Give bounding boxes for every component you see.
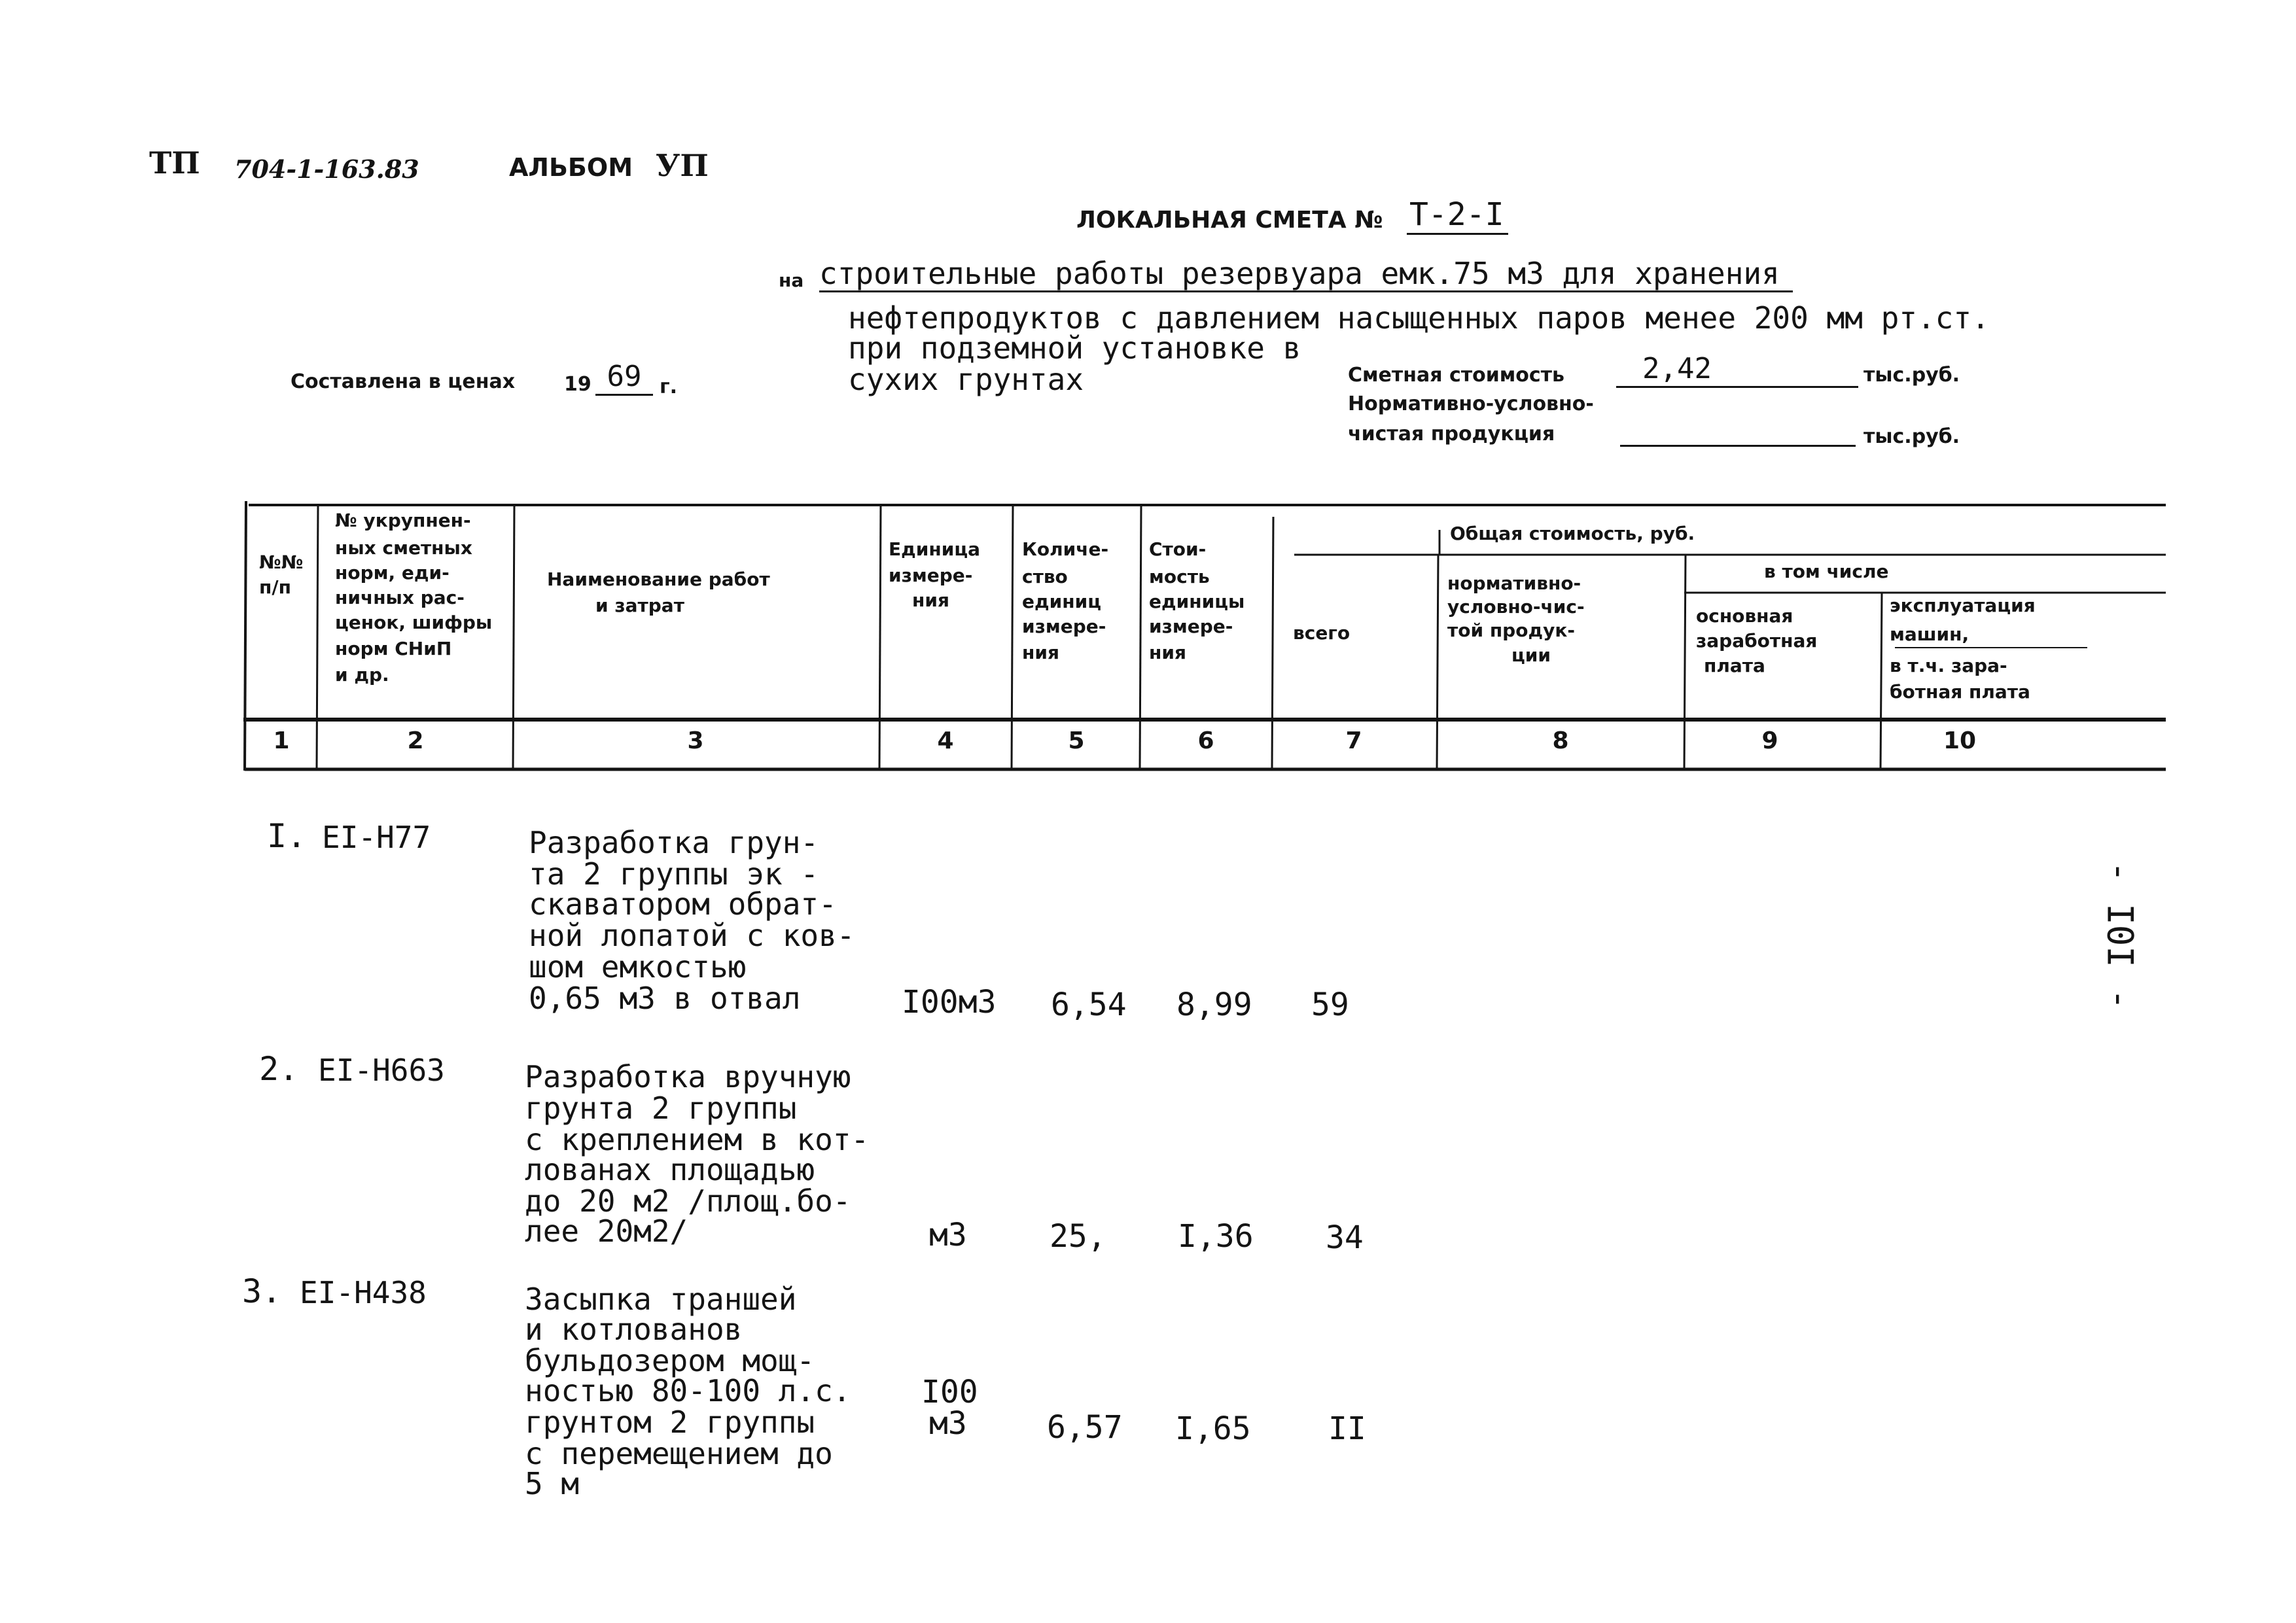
row-quantity: 25, [1050, 1218, 1106, 1255]
col-2-line-7: и др. [335, 664, 389, 686]
col-9-line-1: основная [1696, 605, 1793, 627]
estimate-title: ЛОКАЛЬНАЯ СМЕТА № [1076, 207, 1383, 234]
col-1-line-2: п/п [259, 576, 291, 598]
col-8-line-1: нормативно- [1447, 572, 1581, 594]
row-work-name-line: Засыпка траншей [525, 1282, 797, 1317]
col-6-line-3: единицы [1149, 591, 1245, 612]
col-4-line-3: ния [912, 589, 949, 611]
row-work-name-line: та 2 группы эк - [529, 856, 819, 892]
row-work-name-line: до 20 м2 /площ.бо- [525, 1183, 851, 1219]
row-unit-cost: I,65 [1175, 1410, 1251, 1447]
row-unit-cost: 8,99 [1176, 986, 1252, 1023]
col-number-7: 7 [1345, 727, 1362, 754]
row-number: 3. [242, 1272, 282, 1310]
prices-year-suffix: г. [660, 375, 678, 398]
row-work-name-line: шом емкостью [529, 949, 747, 985]
col-1-line-1: №№ [259, 551, 304, 573]
col-8-line-3: той продук- [1447, 620, 1575, 641]
row-norm-code: EI-H663 [318, 1053, 445, 1088]
col-6-line-1: Стои- [1149, 538, 1207, 560]
row-norm-code: EI-H438 [300, 1275, 427, 1310]
col-number-8: 8 [1552, 727, 1569, 754]
prices-year: 69 [595, 360, 653, 396]
album-number: УП [656, 148, 709, 183]
col-10-line-2: машин, [1890, 623, 1969, 645]
row-norm-code: EI-H77 [322, 820, 431, 855]
page-number [2094, 857, 2146, 1014]
page-number-text: - I0I - [2099, 861, 2141, 1010]
col-number-3: 3 [687, 727, 704, 754]
row-work-name-line: лованах площадью [525, 1152, 815, 1187]
row-total: 59 [1311, 986, 1349, 1023]
normative-production-label-2: чистая продукция [1348, 423, 1555, 445]
series-code: ТП [149, 145, 200, 181]
row-work-name-line: с креплением в кот- [525, 1122, 870, 1157]
col-5-line-2: ство [1022, 566, 1068, 587]
col-number-9: 9 [1761, 727, 1778, 754]
estimate-table-header [0, 0, 2296, 785]
col-9-line-2: заработная [1696, 630, 1818, 652]
row-work-name-line: и котлованов [525, 1312, 743, 1347]
col-4-line-2: измере- [889, 565, 973, 586]
estimate-subject-line-3: при подземной установке в [848, 330, 1301, 366]
row-total: 34 [1326, 1219, 1364, 1256]
row-unit-line-2: м3 [929, 1405, 967, 1442]
col-3-line-1: Наименование работ [547, 568, 770, 590]
row-unit: м3 [929, 1217, 967, 1253]
row-unit-line-1: I00 [921, 1374, 978, 1410]
col-10-line-1: эксплуатация [1890, 595, 2036, 616]
col-6-line-5: ния [1149, 642, 1186, 663]
col-8-line-4: ции [1511, 644, 1551, 666]
row-work-name-line: грунта 2 группы [525, 1091, 797, 1126]
row-work-name-line: бульдозером мощ- [525, 1343, 815, 1378]
col-5-line-4: измере- [1022, 616, 1106, 637]
prices-label: Составлена в ценах [291, 370, 516, 393]
col-2-line-6: норм СНиП [335, 638, 452, 659]
col-5-line-5: ния [1022, 642, 1059, 663]
col-number-1: 1 [273, 727, 290, 754]
col-10-line-3: в т.ч. зара- [1890, 655, 2007, 676]
group-total-cost: Общая стоимость, руб. [1450, 523, 1695, 544]
col-6-line-4: измере- [1149, 616, 1233, 637]
col-number-4: 4 [937, 727, 954, 754]
estimate-number: Т-2-I [1407, 196, 1508, 235]
col-7-header: всего [1293, 622, 1351, 644]
col-5-line-3: единиц [1022, 591, 1101, 612]
project-code: 704-1-163.83 [234, 154, 419, 184]
row-work-name-line: ной лопатой с ков- [529, 918, 855, 953]
col-2-line-4: ничных рас- [335, 587, 465, 608]
for-label: на [779, 270, 804, 291]
col-number-6: 6 [1197, 727, 1214, 754]
col-4-line-1: Единица [889, 538, 980, 560]
col-2-line-2: ных сметных [335, 537, 472, 559]
row-work-name-line: Разработка грун- [529, 825, 819, 860]
row-quantity: 6,54 [1051, 986, 1127, 1023]
album-label: АЛЬБОМ [509, 153, 633, 182]
row-quantity: 6,57 [1047, 1409, 1123, 1446]
estimate-subject-line-1: строительные работы резервуара емк.75 м3 для хранения [819, 256, 1793, 292]
row-unit-cost: I,36 [1178, 1218, 1254, 1255]
estimated-cost-label: Сметная стоимость [1348, 364, 1565, 387]
col-2-line-5: ценок, шифры [335, 612, 493, 633]
row-work-name-line: 5 м [525, 1466, 580, 1501]
col-number-2: 2 [407, 727, 424, 754]
col-number-5: 5 [1068, 727, 1085, 754]
estimated-cost-value: 2,42 [1616, 352, 1858, 388]
col-8-line-2: условно-чис- [1447, 596, 1585, 618]
col-5-line-1: Количе- [1022, 538, 1109, 560]
col-6-line-2: мость [1149, 566, 1210, 587]
row-work-name-line: лее 20м2/ [525, 1213, 688, 1249]
row-number: I. [267, 817, 307, 855]
row-total: II [1328, 1410, 1366, 1447]
row-number: 2. [259, 1050, 299, 1088]
normative-production-unit: тыс.руб. [1863, 425, 1960, 448]
col-3-line-2: и затрат [595, 595, 684, 616]
prices-year-prefix: 19 [564, 373, 592, 396]
col-2-line-3: норм, еди- [335, 562, 450, 584]
row-work-name-line: 0,65 м3 в отвал [529, 981, 801, 1016]
col-2-line-1: № укрупнен- [335, 510, 471, 531]
group-including: в том числе [1764, 561, 1889, 582]
col-9-line-3: плата [1704, 655, 1765, 676]
estimate-subject-line-2: нефтепродуктов с давлением насыщенных паров менее 200 мм рт.ст. [848, 300, 1990, 336]
row-work-name-line: с перемещением до [525, 1436, 833, 1471]
col-number-10: 10 [1943, 727, 1977, 754]
estimate-subject-line-4: сухих грунтах [848, 362, 1084, 397]
row-work-name-line: грунтом 2 группы [525, 1405, 815, 1440]
row-unit: I00м3 [902, 984, 997, 1021]
row-work-name-line: ностью 80-100 л.с. [525, 1373, 851, 1408]
estimated-cost-unit: тыс.руб. [1863, 364, 1960, 387]
normative-production-label-1: Нормативно-условно- [1348, 393, 1594, 415]
row-work-name-line: Разработка вручную [525, 1059, 851, 1094]
col-10-line-4: ботная плата [1890, 681, 2030, 703]
row-work-name-line: скаватором обрат- [529, 886, 837, 922]
